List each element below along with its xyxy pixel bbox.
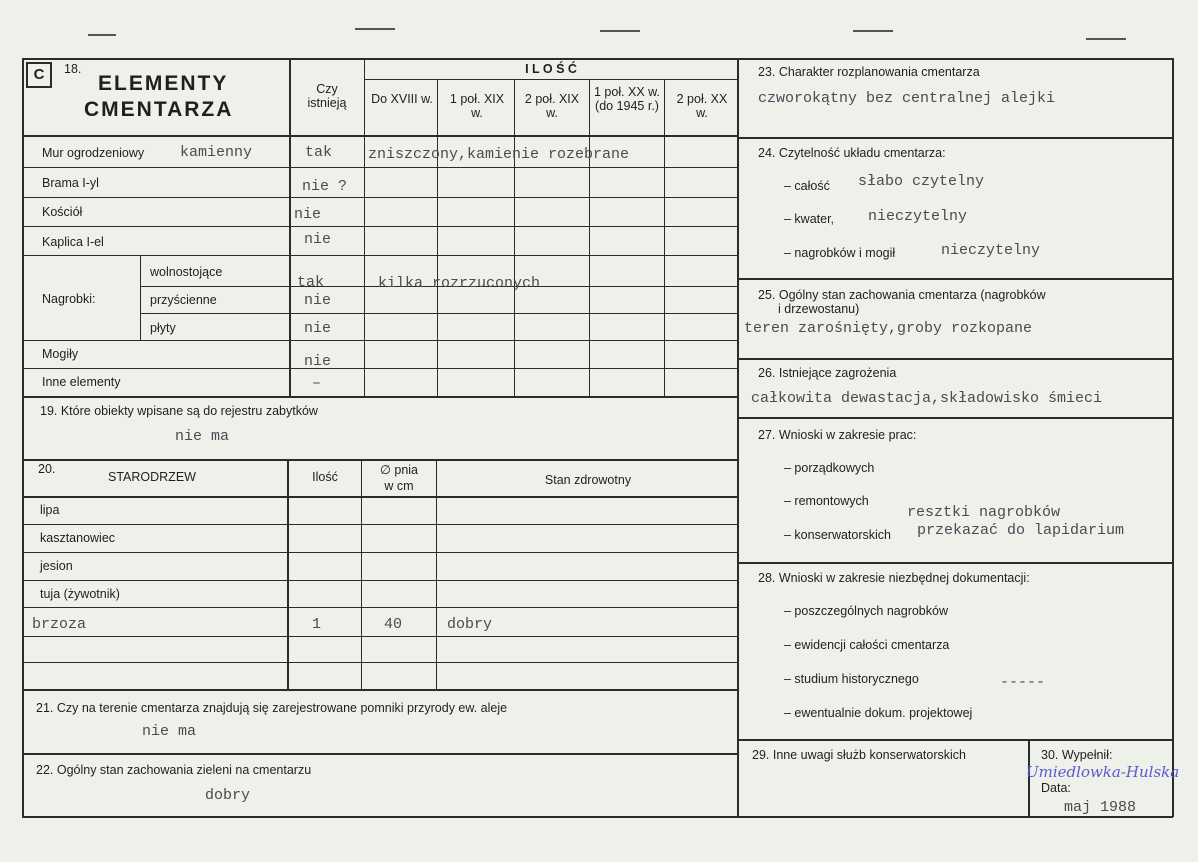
- s30-label: 30. Wypełnił:: [1041, 748, 1113, 762]
- s28-label: 28. Wnioski w zakresie niezbędnej dokumentacji:: [758, 571, 1030, 585]
- s26-value: całkowita dewastacja,składowisko śmieci: [751, 390, 1103, 407]
- s20-col-diam-unit: w cm: [384, 479, 414, 493]
- przyscienne-exists-value: nie: [304, 292, 332, 309]
- s28-item-c: – studium historycznego: [784, 672, 919, 686]
- top-tick: [853, 30, 893, 32]
- kosciol-exists-value: nie: [294, 206, 322, 223]
- s25-value: teren zarośnięty,groby rozkopane: [744, 320, 1033, 337]
- mur-exists-value: tak: [305, 144, 333, 161]
- section-number: 18.: [64, 62, 82, 76]
- s20-number: 20.: [38, 462, 56, 476]
- row-label-mur: Mur ogrodzeniowy: [42, 146, 145, 160]
- wolnostojace-exists-value: tak: [297, 274, 325, 291]
- mur-note-value: zniszczony,kamienie rozebrane: [368, 146, 630, 163]
- s30-date-label: Data:: [1041, 781, 1071, 795]
- period-header: Do XVIII w.: [371, 92, 433, 106]
- form-title-line1: ELEMENTY: [98, 72, 229, 95]
- s24-calosc-label: – całość: [784, 179, 830, 193]
- col-quantity-header: I L O Ś Ć: [525, 62, 577, 76]
- tree-brzoza-diam: 40: [384, 616, 403, 633]
- s30-date-value: maj 1988: [1064, 799, 1137, 816]
- plyty-exists-value: nie: [304, 320, 332, 337]
- row-label-inne: Inne elementy: [42, 375, 121, 389]
- s28-item-d: – ewentualnie dokum. projektowej: [784, 706, 973, 720]
- s23-label: 23. Charakter rozplanowania cmentarza: [758, 65, 980, 79]
- brama-exists-value: nie ?: [302, 178, 348, 195]
- period-header: 1 poł. XIX w.: [449, 92, 505, 120]
- s19-value: nie ma: [175, 428, 230, 445]
- s27-value-line2: przekazać do lapidarium: [917, 522, 1125, 539]
- tree-row-label: jesion: [40, 559, 73, 573]
- period-header: 2 poł. XX w.: [676, 92, 728, 120]
- top-tick: [88, 34, 116, 36]
- form-title-line2: CMENTARZA: [84, 98, 234, 121]
- s20-col-health: Stan zdrowotny: [544, 473, 632, 487]
- top-tick: [600, 30, 640, 32]
- s24-calosc-value: słabo czytelny: [858, 173, 985, 190]
- s24-nagrobkow-value: nieczytelny: [941, 242, 1041, 259]
- s24-nagrobkow-label: – nagrobków i mogił: [784, 246, 896, 260]
- s22-value: dobry: [205, 787, 251, 804]
- s21-value: nie ma: [142, 723, 197, 740]
- s27-label: 27. Wnioski w zakresie prac:: [758, 428, 917, 442]
- row-label-mogily: Mogiły: [42, 347, 79, 361]
- wolnostojace-note-value: kilka rozrzuconych: [378, 275, 541, 292]
- s24-kwater-label: – kwater,: [784, 212, 835, 226]
- kaplica-exists-value: nie: [304, 231, 332, 248]
- row-label-kaplica: Kaplica I-el: [42, 235, 104, 249]
- row-label-wolnostojace: wolnostojące: [150, 265, 223, 279]
- s20-col-qty: Ilość: [312, 470, 338, 484]
- s20-title: STARODRZEW: [108, 470, 196, 484]
- s25-label-line2: i drzewostanu): [778, 302, 860, 316]
- s19-label: 19. Które obiekty wpisane są do rejestru zabytków: [40, 404, 318, 418]
- row-label-plyty: płyty: [150, 321, 176, 335]
- s21-label: 21. Czy na terenie cmentarza znajdują się zarejestrowane pomniki przyrody ew. aleje: [36, 701, 508, 715]
- s22-label: 22. Ogólny stan zachowania zieleni na cmentarzu: [36, 763, 312, 777]
- s27-porzadkowych: – porządkowych: [784, 461, 875, 475]
- s20-col-diam: ∅ pnia: [380, 463, 418, 477]
- row-label-brama: Brama I-yl: [42, 176, 99, 190]
- s28-item-a: – poszczególnych nagrobków: [784, 604, 948, 618]
- mogily-exists-value: nie: [304, 353, 332, 370]
- tree-row-label: tuja (żywotnik): [40, 587, 120, 601]
- s28-item-b: – ewidencji całości cmentarza: [784, 638, 950, 652]
- s27-value-line1: resztki nagrobków: [907, 504, 1061, 521]
- s28-item-c-value: -----: [1000, 674, 1046, 691]
- s23-value: czworokątny bez centralnej alejki: [758, 90, 1056, 107]
- row-label-nagrobki: Nagrobki:: [42, 292, 96, 306]
- tree-brzoza-health: dobry: [447, 616, 493, 633]
- top-tick: [1086, 38, 1126, 40]
- row-label-przyscienne: przyścienne: [150, 293, 217, 307]
- tree-row-label: kasztanowiec: [40, 531, 116, 545]
- tree-row-label: lipa: [40, 503, 60, 517]
- s25-label-line1: 25. Ogólny stan zachowania cmentarza (nagrobków: [758, 288, 1046, 302]
- row-label-kosciol: Kościół: [42, 205, 83, 219]
- period-header: 2 poł. XIX w.: [524, 92, 580, 120]
- s29-label: 29. Inne uwagi służb konserwatorskich: [752, 748, 967, 762]
- mur-material-value: kamienny: [180, 144, 253, 161]
- section-letter-box: C: [26, 62, 52, 88]
- tree-brzoza-qty: 1: [312, 616, 322, 633]
- top-tick: [355, 28, 395, 30]
- s27-remontowych: – remontowych: [784, 494, 869, 508]
- s24-kwater-value: nieczytelny: [868, 208, 968, 225]
- inne-exists-value: –: [312, 375, 322, 392]
- tree-brzoza-name: brzoza: [32, 616, 87, 633]
- signature: Umiedlowka-Hulska: [1026, 763, 1180, 781]
- col-exists-header: Czy istnieją: [307, 82, 347, 110]
- s27-konserwatorskich: – konserwatorskich: [784, 528, 891, 542]
- period-header: 1 poł. XX w. (do 1945 r.): [593, 85, 660, 113]
- s24-label: 24. Czytelność układu cmentarza:: [758, 146, 946, 160]
- s26-label: 26. Istniejące zagrożenia: [758, 366, 897, 380]
